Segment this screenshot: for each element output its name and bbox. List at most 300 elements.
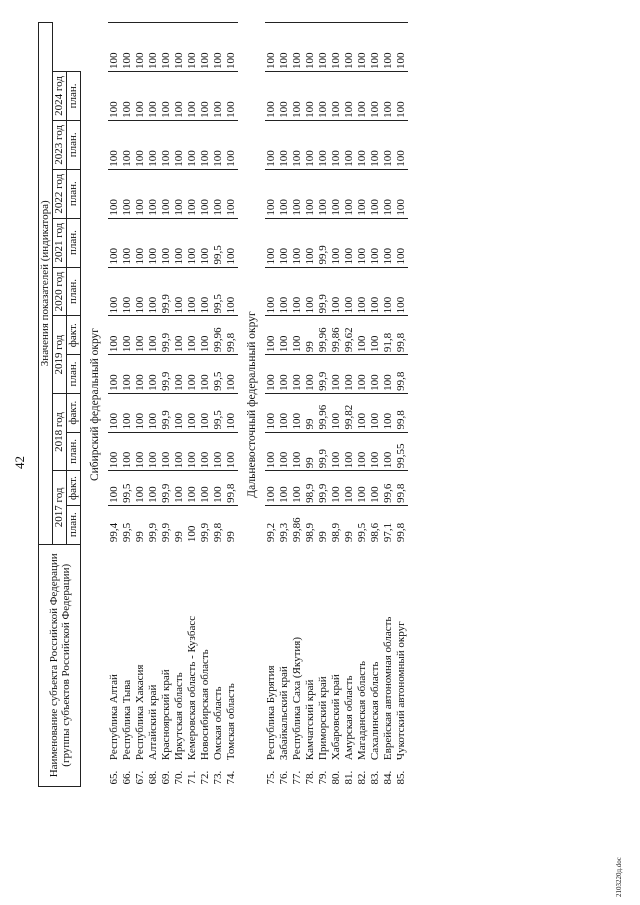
row-number: 83. [369,770,381,785]
region-name: Хабаровский край [330,674,342,761]
row-number: 66. [121,770,133,785]
row-number: 72. [199,770,211,785]
page-number: 42 [12,456,27,469]
year-header: 2020 год [53,267,67,316]
value-cell: 100 [134,267,147,316]
value-cell: 99,6 [382,471,395,506]
table-row [343,23,356,787]
name-column-header: Наименование субъекта Российской Федерации (группы субъектов Российской Федерации) [39,544,81,786]
value-cell: 99,2 [265,505,278,544]
value-cell: 99,9 [317,267,330,316]
region-name: Республика Бурятия [265,665,277,761]
value-cell: 100 [265,169,278,218]
value-cell: 100 [134,218,147,267]
value-cell: 100 [369,432,382,471]
value-cell: 100 [147,393,160,432]
region-name: Омская область [212,686,224,761]
row-number: 74. [225,770,237,785]
value-cell: 100 [147,316,160,355]
value-cell: 100 [147,120,160,169]
table-row [173,23,186,787]
value-cell: 100 [108,471,121,506]
row-number: 84. [382,770,394,785]
row-number: 78. [304,770,316,785]
plan-header: план. [67,267,81,316]
value-cell: 100 [382,218,395,267]
row-number: 79. [317,770,329,785]
value-cell: 100 [291,471,304,506]
value-cell: 100 [225,218,238,267]
region-name: Иркутская область [173,672,185,761]
value-cell: 100 [330,267,343,316]
value-cell: 100 [395,267,408,316]
value-cell: 100 [212,120,225,169]
value-cell: 100 [108,393,121,432]
table-row [108,23,121,787]
value-cell: 100 [265,71,278,120]
region-name: Еврейская автономная область [382,616,394,761]
value-cell: 100 [382,355,395,394]
value-cell: 100 [147,267,160,316]
value-cell: 100 [278,355,291,394]
value-cell: 100 [199,355,212,394]
value-cell: 99,4 [108,505,121,544]
plan-header: план. [67,432,81,471]
table-row [147,23,160,787]
value-cell: 100 [160,169,173,218]
value-cell: 100 [173,267,186,316]
value-cell: 100 [304,71,317,120]
value-cell: 99,5 [356,505,369,544]
value-cell: 100 [343,169,356,218]
table-row [395,23,408,787]
value-cell: 100 [186,218,199,267]
value-cell: 99,8 [225,316,238,355]
value-cell: 99,9 [160,267,173,316]
value-cell: 100 [291,316,304,355]
value-cell: 100 [265,471,278,506]
indicators-table-wrapper [38,22,598,787]
value-cell: 100 [108,169,121,218]
value-cell: 100 [356,218,369,267]
value-cell: 100 [186,355,199,394]
value-cell: 99,86 [291,505,304,544]
value-cell: 100 [356,355,369,394]
table-row [160,23,173,787]
table-row [317,23,330,787]
value-cell: 100 [369,393,382,432]
value-cell: 99 [343,505,356,544]
value-cell: 100 [173,71,186,120]
value-cell: 100 [330,471,343,506]
value-cell: 99,8 [395,355,408,394]
value-cell: 100 [291,71,304,120]
value-cell: 100 [317,71,330,120]
section-row [238,23,265,787]
value-cell: 99,9 [199,505,212,544]
value-cell: 100 [212,169,225,218]
table-row [291,23,304,787]
row-number: 69. [160,770,172,785]
region-name: Красноярский край [160,669,172,761]
value-cell: 99,5 [212,218,225,267]
value-cell: 100 [212,432,225,471]
value-cell: 100 [291,267,304,316]
value-cell: 100 [369,23,382,72]
value-cell: 100 [343,120,356,169]
value-cell: 100 [291,355,304,394]
value-cell: 100 [330,393,343,432]
table-row [278,23,291,787]
value-cell: 97,1 [382,505,395,544]
value-cell: 100 [356,71,369,120]
value-cell: 100 [212,23,225,72]
value-cell: 100 [134,316,147,355]
value-cell: 100 [395,120,408,169]
region-name: Кемеровская область - Кузбасс [186,615,198,761]
value-cell: 100 [382,267,395,316]
value-cell: 99,9 [160,316,173,355]
table-body [81,23,409,787]
value-cell: 99,82 [343,393,356,432]
value-cell: 99 [225,505,238,544]
value-cell: 100 [343,267,356,316]
table-row [186,23,199,787]
value-cell: 100 [134,355,147,394]
region-name: Томская область [225,683,237,761]
value-cell: 100 [121,393,134,432]
year-header: 2023 год [53,120,67,169]
value-cell: 100 [304,218,317,267]
value-cell: 100 [369,120,382,169]
value-cell: 100 [199,267,212,316]
value-cell: 100 [186,393,199,432]
value-cell: 100 [121,218,134,267]
region-name: Новосибирская область [199,649,211,761]
value-cell: 100 [186,71,199,120]
row-number: 80. [330,770,342,785]
value-cell: 100 [395,218,408,267]
value-cell: 100 [108,355,121,394]
value-cell: 98,6 [369,505,382,544]
value-cell: 100 [160,218,173,267]
value-cell: 100 [369,71,382,120]
table-header [39,23,81,787]
plan-header: план. [67,71,81,120]
row-number: 77. [291,770,303,785]
value-cell: 99,8 [395,471,408,506]
value-cell: 100 [265,316,278,355]
row-number: 65. [108,770,120,785]
region-name: Чукотский автономный округ [395,621,407,761]
value-cell: 100 [278,432,291,471]
value-cell: 100 [278,169,291,218]
value-cell: 100 [330,169,343,218]
value-cell: 100 [212,71,225,120]
value-cell: 100 [108,120,121,169]
value-cell: 100 [330,23,343,72]
fact-header: факт. [67,393,81,432]
value-cell: 100 [108,71,121,120]
value-cell: 99,96 [317,393,330,432]
value-cell: 99,3 [278,505,291,544]
value-cell: 100 [225,169,238,218]
value-cell: 100 [382,393,395,432]
value-cell: 100 [330,218,343,267]
value-cell: 100 [134,432,147,471]
value-cell: 100 [291,23,304,72]
value-cell: 100 [369,355,382,394]
value-cell: 100 [317,169,330,218]
value-cell: 100 [121,316,134,355]
value-cell: 100 [291,218,304,267]
table-row [369,23,382,787]
value-cell: 99,8 [225,471,238,506]
row-number: 82. [356,770,368,785]
value-cell: 100 [356,393,369,432]
region-name: Республика Саха (Якутия) [291,636,303,761]
value-cell: 100 [356,267,369,316]
value-cell: 99 [317,505,330,544]
value-cell: 100 [304,169,317,218]
value-cell: 100 [186,505,199,544]
table-row [212,23,225,787]
value-cell: 100 [173,218,186,267]
plan-header: план. [67,355,81,394]
value-cell: 100 [265,218,278,267]
value-cell: 100 [199,218,212,267]
value-cell: 99,9 [317,471,330,506]
value-cell: 100 [278,218,291,267]
value-cell: 100 [108,267,121,316]
value-cell: 100 [121,169,134,218]
value-cell: 100 [199,471,212,506]
value-cell: 100 [330,432,343,471]
value-cell: 99,96 [212,316,225,355]
value-cell: 99,9 [160,355,173,394]
value-cell: 100 [304,23,317,72]
value-cell: 100 [225,432,238,471]
table-row [199,23,212,787]
value-cell: 100 [291,169,304,218]
value-cell: 100 [304,267,317,316]
section-row [81,23,109,787]
value-cell: 99,9 [160,505,173,544]
table-row [225,23,238,787]
value-cell: 100 [382,432,395,471]
value-cell: 100 [108,432,121,471]
value-cell: 99,9 [160,393,173,432]
value-cell: 100 [225,120,238,169]
value-cell: 100 [369,267,382,316]
value-cell: 100 [317,120,330,169]
region-name: Республика Хакасия [134,664,146,761]
value-cell: 100 [278,267,291,316]
value-cell: 100 [343,355,356,394]
value-cell: 100 [278,471,291,506]
value-cell: 100 [343,218,356,267]
value-cell: 100 [186,169,199,218]
value-cell: 100 [147,432,160,471]
value-cell: 99 [173,505,186,544]
value-cell: 100 [134,169,147,218]
value-cell: 100 [186,267,199,316]
year-header: 2024 год [53,71,67,120]
region-name: Республика Алтай [108,674,120,761]
region-name: Камчатский край [304,679,316,761]
value-cell: 100 [147,355,160,394]
value-cell: 100 [291,120,304,169]
value-cell: 100 [134,23,147,72]
row-number: 70. [173,770,185,785]
row-number: 85. [395,770,407,785]
value-cell: 99,8 [395,393,408,432]
value-cell: 100 [330,355,343,394]
value-cell: 100 [173,23,186,72]
fact-header: факт. [67,471,81,506]
region-name: Амурская область [343,675,355,761]
value-cell: 100 [121,71,134,120]
value-cell: 100 [356,169,369,218]
value-cell: 100 [265,393,278,432]
value-cell: 100 [265,432,278,471]
value-cell: 100 [278,23,291,72]
region-name: Республика Тыва [121,679,133,761]
value-cell: 98,9 [330,505,343,544]
row-number: 68. [147,770,159,785]
value-cell: 99,96 [317,316,330,355]
year-header: 2019 год [53,316,67,393]
value-cell: 99 [134,505,147,544]
value-cell: 100 [330,120,343,169]
value-cell: 99,5 [212,355,225,394]
value-cell: 100 [382,71,395,120]
year-header: 2021 год [53,218,67,267]
value-cell: 100 [121,432,134,471]
value-cell: 100 [356,316,369,355]
value-cell: 100 [212,471,225,506]
value-cell: 100 [134,120,147,169]
value-cell: 100 [225,355,238,394]
value-cell: 100 [121,23,134,72]
value-cell: 100 [395,23,408,72]
value-cell: 99,9 [160,471,173,506]
section-title: Дальневосточный федеральный округ [246,311,258,498]
value-cell: 100 [265,267,278,316]
value-cell: 99 [304,316,317,355]
value-cell: 100 [134,471,147,506]
value-cell: 100 [186,432,199,471]
value-cell: 100 [173,355,186,394]
value-cell: 100 [356,120,369,169]
value-cell: 100 [160,120,173,169]
value-cell: 100 [330,71,343,120]
value-cell: 100 [108,218,121,267]
value-cell: 100 [291,432,304,471]
value-cell: 100 [121,120,134,169]
row-number: 75. [265,770,277,785]
value-cell: 99,9 [147,505,160,544]
value-cell: 100 [147,71,160,120]
value-cell: 100 [278,120,291,169]
table-row [330,23,343,787]
value-cell: 100 [186,120,199,169]
value-cell: 100 [382,23,395,72]
value-cell: 100 [395,169,408,218]
value-cell: 100 [304,120,317,169]
document-footer: 2103220д.doc [615,857,623,897]
value-cell: 98,9 [304,505,317,544]
value-cell: 100 [304,355,317,394]
value-cell: 99 [304,432,317,471]
table-row [134,23,147,787]
value-cell: 100 [395,71,408,120]
value-cell: 100 [160,23,173,72]
value-cell: 100 [134,71,147,120]
value-cell: 100 [265,23,278,72]
region-name: Приморский край [317,676,329,761]
value-cell: 99,8 [395,505,408,544]
value-cell: 100 [356,471,369,506]
value-cell: 100 [265,355,278,394]
value-cell: 99,55 [395,432,408,471]
table-row [121,23,134,787]
year-header: 2017 год [53,471,67,544]
row-number: 76. [278,770,290,785]
value-cell: 100 [199,432,212,471]
plan-header: план. [67,120,81,169]
value-cell: 100 [121,355,134,394]
value-cell: 100 [199,316,212,355]
value-cell: 99,8 [212,505,225,544]
value-cell: 99,5 [212,267,225,316]
value-cell: 99,5 [121,471,134,506]
value-cell: 100 [265,120,278,169]
value-cell: 100 [108,23,121,72]
value-cell: 100 [134,393,147,432]
value-cell: 99,9 [317,355,330,394]
value-cell: 99,86 [330,316,343,355]
year-header: 2022 год [53,169,67,218]
value-cell: 91,8 [382,316,395,355]
row-number: 71. [186,770,198,785]
value-cell: 100 [199,71,212,120]
value-cell: 100 [147,23,160,72]
value-cell: 100 [173,432,186,471]
value-cell: 100 [173,316,186,355]
table-row [304,23,317,787]
value-cell: 100 [343,23,356,72]
value-cell: 100 [343,471,356,506]
value-cell: 100 [147,218,160,267]
value-cell: 100 [369,316,382,355]
table-row [382,23,395,787]
region-name: Магаданская область [356,660,368,761]
value-cell: 99,62 [343,316,356,355]
value-cell: 99,5 [121,505,134,544]
value-cell: 100 [369,471,382,506]
value-cell: 99,5 [212,393,225,432]
value-cell: 100 [199,120,212,169]
value-cell: 100 [343,71,356,120]
value-cell: 100 [356,432,369,471]
value-cell: 98,9 [304,471,317,506]
fact-header: факт. [67,316,81,355]
plan-header: план. [67,218,81,267]
year-header: 2018 год [53,393,67,470]
value-cell: 100 [225,393,238,432]
value-cell: 100 [225,71,238,120]
